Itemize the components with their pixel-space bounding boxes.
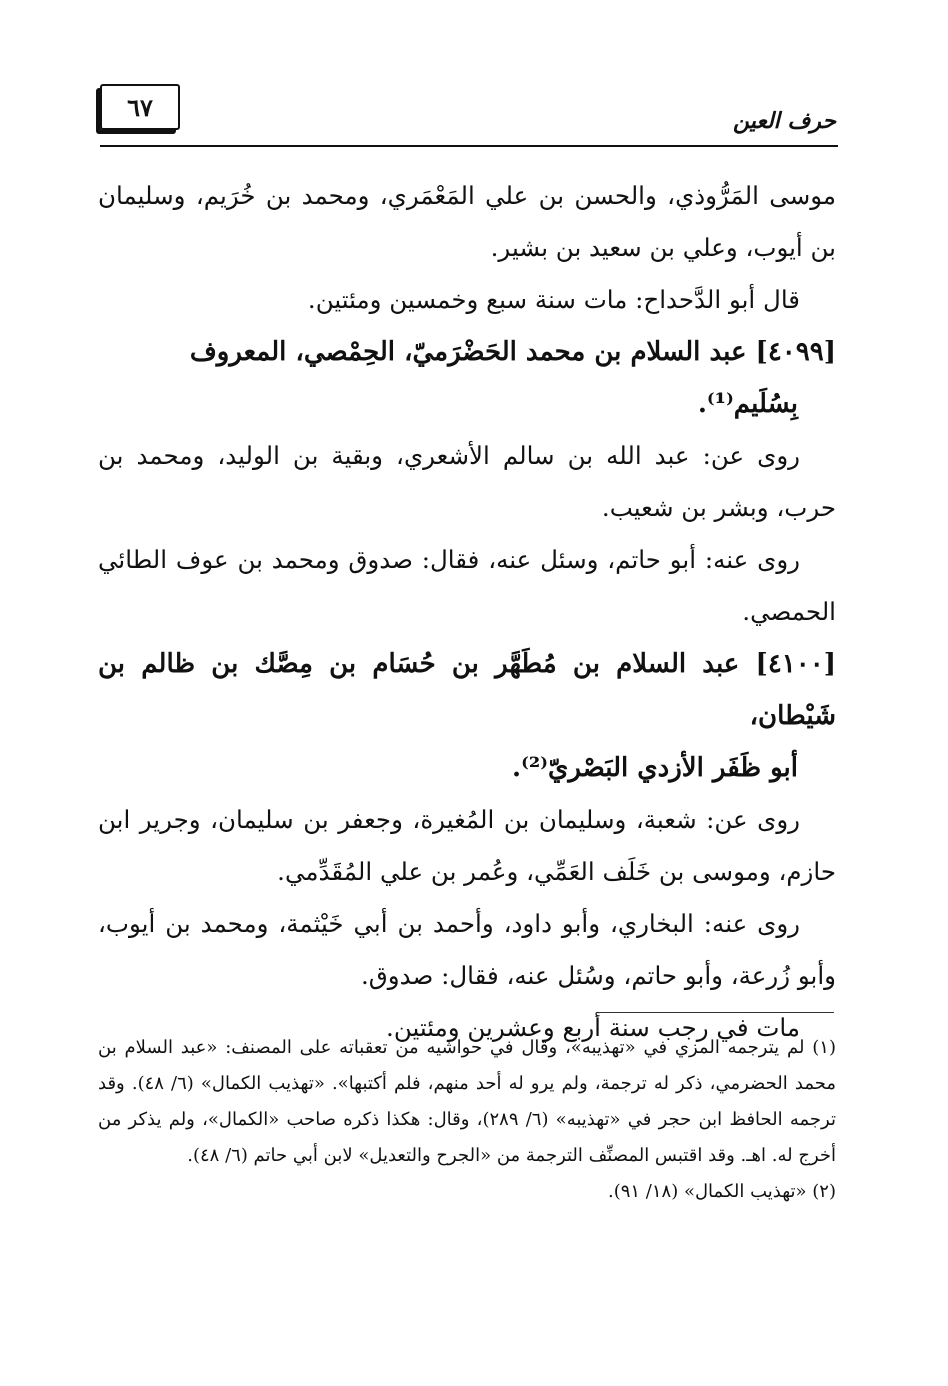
entry-4099-narrated-from: روى عن: عبد الله بن سالم الأشعري، وبقية بن الوليد، ومحمد بن حرب، وبشر بن شعيب.: [98, 441, 836, 522]
entry-4100-narrated-by: روى عنه: البخاري، وأبو داود، وأحمد بن أبي خَيْثمة، ومحمد بن أيوب، وأبو زُرعة، وأبو حاتم، وسُئل عنه، فقال: صدوق.: [98, 909, 836, 990]
paragraph-death-date: قال أبو الدَّحداح: مات سنة سبع وخمسين ومئتين.: [307, 285, 800, 314]
entry-4100-title: [٤١٠٠] عبد السلام بن مُطَهَّر بن حُسَام بن مِصَّك بن ظالم بن شَيْطان،: [98, 649, 836, 731]
footnote-2: (٢) «تهذيب الكمال» (١٨/ ٩١).: [607, 1181, 836, 1202]
footnote-separator: [598, 1012, 834, 1013]
entry-4099-title: [٤٠٩٩] عبد السلام بن محمد الحَضْرَميّ، الحِمْصي، المعروف: [189, 337, 836, 367]
header-divider: [100, 145, 838, 147]
page-number-box: [100, 84, 180, 130]
footnotes: [98, 1030, 836, 1210]
page-number: ٦٧: [127, 92, 153, 122]
main-text: [98, 170, 836, 1054]
entry-4100-title-continued: أبو ظَفَر الأزدي البَصْريّ⁽²⁾.: [512, 753, 798, 783]
footnote-1: (١) لم يترجمه المزي في «تهذيبه»، وقال في حواشيه من تعقباته على المصنف: «عبد السلام بن محمد الحضرمي، ذكر له ترجمة، ولم يرو له أحد منهم، فلم أكتبها». «تهذيب الكمال» (٦/ ٤٨). وقد ترجمه الحافظ ابن حجر في «تهذيبه» (٦/ ٢٨٩)، وقال: هكذا ذكره صاحب «الكمال»، ولم يذكر من أخرج له. اهـ. وقد اقتبس المصنِّف الترجمة من «الجرح والتعديل» لابن أبي حاتم (٦/ ٤٨).: [98, 1037, 836, 1166]
entry-4100-death-date: مات في رجب سنة أربع وعشرين ومئتين.: [386, 1013, 800, 1042]
running-header: حرف العين: [732, 108, 836, 134]
paragraph-teachers-continued: موسى المَرُّوذي، والحسن بن علي المَعْمَري، ومحمد بن خُرَيم، وسليمان بن أيوب، وعلي بن سعيد بن بشير.: [98, 181, 836, 262]
entry-4099-title-continued: بِسُلَيم⁽¹⁾.: [697, 389, 798, 419]
entry-4100-narrated-from: روى عن: شعبة، وسليمان بن المُغيرة، وجعفر بن سليمان، وجرير ابن حازم، وموسى بن خَلَف العَمِّي، وعُمر بن علي المُقَدِّمي.: [98, 805, 836, 886]
entry-4099-narrated-by: روى عنه: أبو حاتم، وسئل عنه، فقال: صدوق ومحمد بن عوف الطائي الحمصي.: [98, 545, 836, 626]
